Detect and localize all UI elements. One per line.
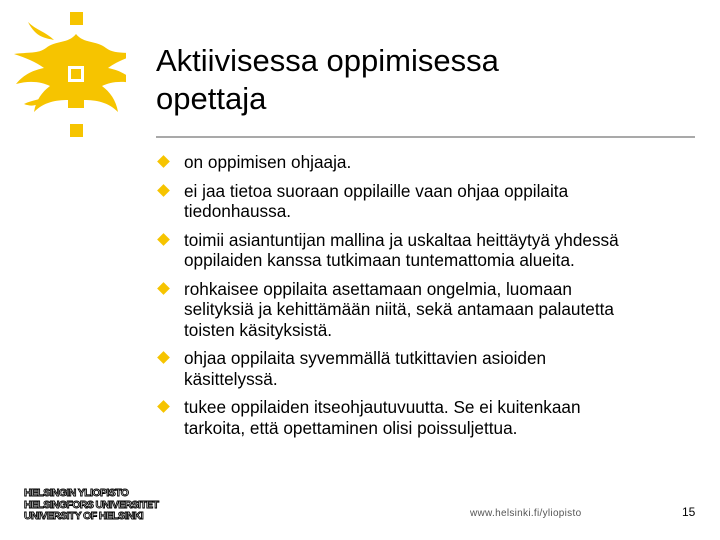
bullet-item <box>156 348 696 389</box>
university-name-line: UNIVERSITY OF HELSINKI <box>24 510 144 522</box>
slide-title-line: opettaja <box>156 81 267 116</box>
university-name-line: HELSINGIN YLIOPISTO <box>24 487 129 499</box>
slide-title <box>156 42 686 118</box>
university-flame-logo-icon <box>6 4 126 152</box>
university-name-line: HELSINGFORS UNIVERSITET <box>24 498 159 511</box>
footer-url: www.helsinki.fi/yliopisto <box>470 508 582 519</box>
bullet-text: selityksiä ja kehittämään niitä, sekä antamaan palautetta <box>184 299 614 319</box>
bullet-text: ei jaa tietoa suoraan oppilaille vaan ohjaa oppilaita <box>184 180 569 201</box>
bullet-item <box>156 230 696 271</box>
bullet-item <box>156 279 696 341</box>
bullet-list <box>156 152 696 446</box>
bullet-text: tukee oppilaiden itseohjautuvuutta. Se ei kuitenkaan <box>184 397 581 417</box>
title-divider <box>156 136 695 138</box>
bullet-text: ohjaa oppilaita syvemmällä tutkittavien asioiden <box>184 348 547 368</box>
bullet-text: toimii asiantuntijan mallina ja uskaltaa heittäytyä yhdessä <box>184 229 619 250</box>
bullet-text: rohkaisee oppilaita asettamaan ongelmia, luomaan <box>184 278 572 299</box>
bullet-text: käsittelyssä. <box>184 368 278 389</box>
diamond-bullet-icon <box>157 282 170 295</box>
page-number: 15 <box>682 505 696 519</box>
bullet-item <box>156 152 696 173</box>
bullet-text: tiedonhaussa. <box>184 201 292 221</box>
bullet-text: toisten käsityksistä. <box>184 319 333 340</box>
diamond-bullet-icon <box>157 351 170 364</box>
bullet-item <box>156 181 696 222</box>
diamond-bullet-icon <box>157 233 170 246</box>
bullet-text: tarkoita, että opettaminen olisi poissuljettua. <box>184 417 518 438</box>
bullet-text: oppilaiden kanssa tutkimaan tuntemattomia alueita. <box>184 250 575 270</box>
diamond-bullet-icon <box>157 184 170 197</box>
slide-title-line: Aktiivisessa oppimisessa <box>156 43 499 78</box>
bullet-text: on oppimisen ohjaaja. <box>184 152 352 172</box>
university-name <box>24 488 158 523</box>
diamond-bullet-icon <box>157 155 170 168</box>
bullet-item <box>156 397 696 438</box>
diamond-bullet-icon <box>157 400 170 413</box>
